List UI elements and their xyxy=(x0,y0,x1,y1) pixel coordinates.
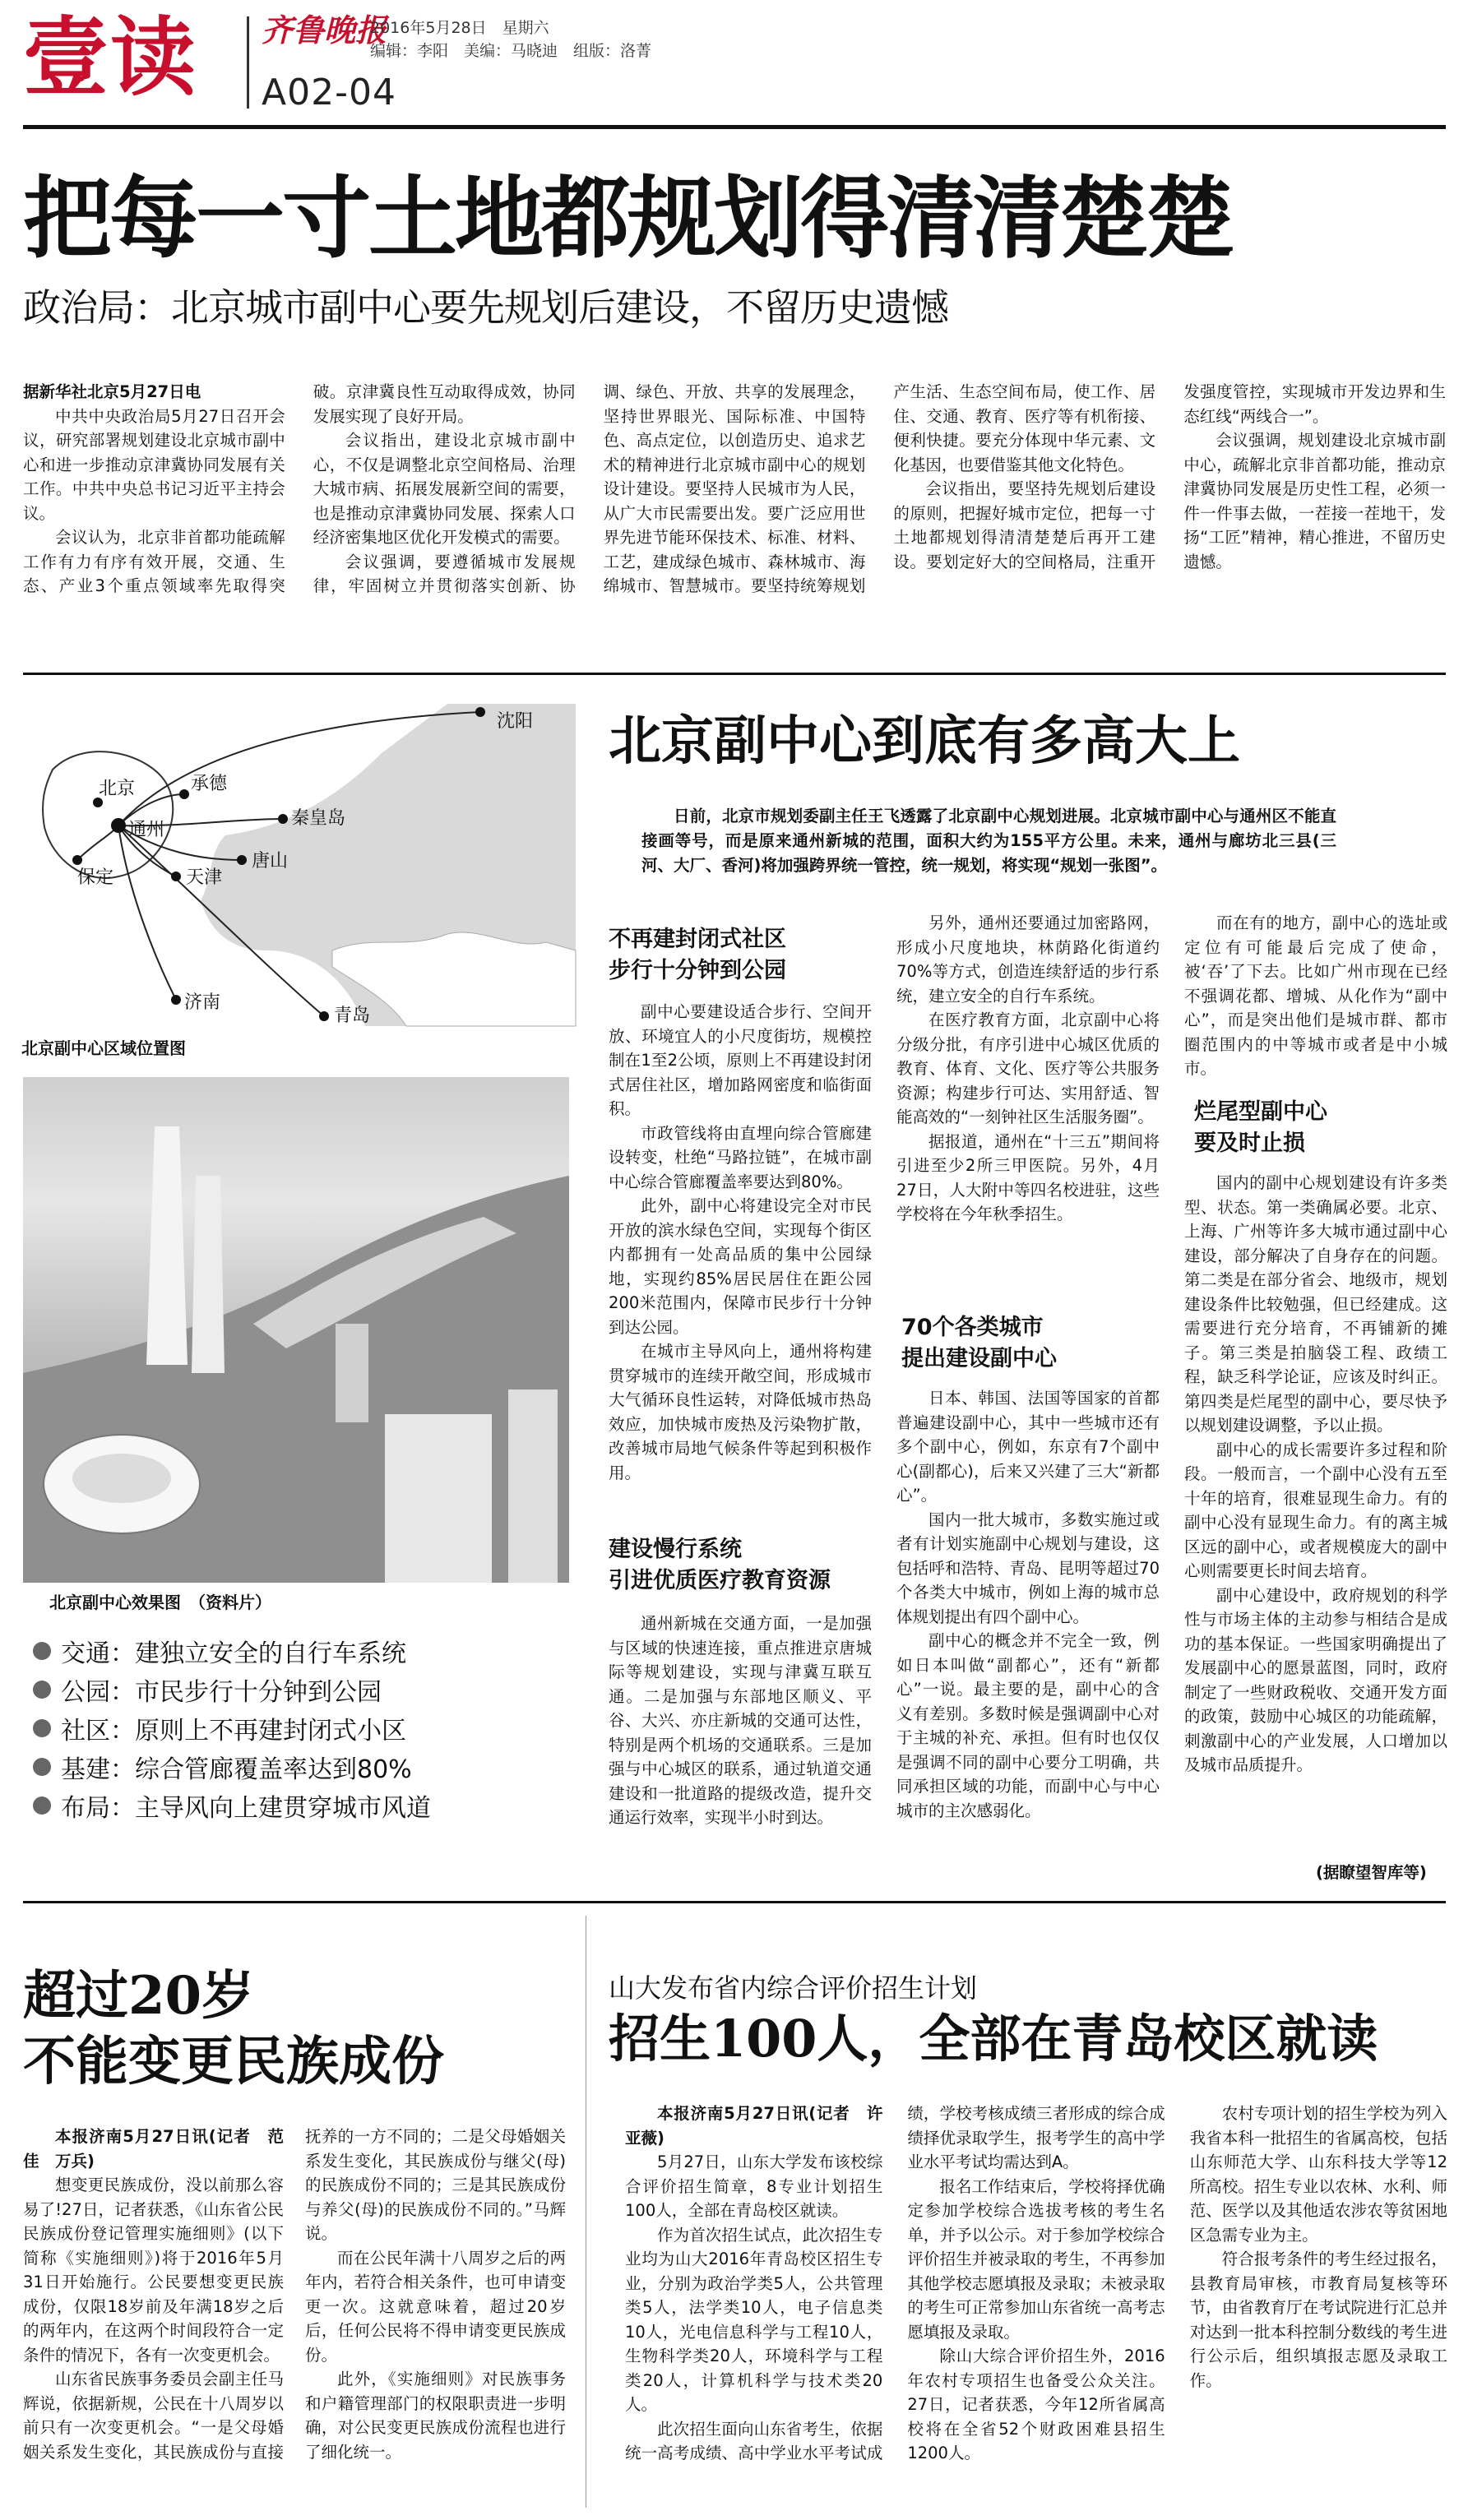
fact-text: 原则上不再建封闭式小区 xyxy=(135,1716,406,1746)
story2-paragraph: 而在有的地方，副中心的选址或定位有可能最后完成了使命，被‘吞’了下去。比如广州市现在已经不强调花都、增城、从化作为“副中心”，而是突出他们是城市群、都市圈范围内的中等城市或者是中小城市。 xyxy=(1184,913,1447,1078)
story4-paragraph: 报名工作结束后，学校将择优确定参加学校综合选拔考核的考生名单，并予以公示。对于参加学校综合评价招生并被录取的考生，不再参加其他学校志愿填报及录取；未被录取的考生可正常参加山东省统一高考志愿填报及录取。 xyxy=(907,2176,1165,2342)
editors-line: 编辑：李阳 美编：马晓迪 组版：洛菁 xyxy=(370,42,652,60)
fact-text: 综合管廊覆盖率达到80% xyxy=(135,1755,412,1784)
story2-paragraph: 副中心的成长需要许多过程和阶段。一般而言，一个副中心没有五至十年的培育，很难显现生命力。有的副中心没有显现生命力。有的离主城区远的副中心，或者规模庞大的副中心则需要更长时间去培育。 xyxy=(1184,1440,1447,1580)
story1-headline: 把每一寸土地都规划得清清楚楚 xyxy=(23,167,1233,270)
map-label-jinan: 济南 xyxy=(184,992,221,1013)
fact-item: 基建 ： 综合管廊覆盖率达到80% xyxy=(33,1747,559,1786)
story2-colB-body2 xyxy=(896,1386,1160,1880)
story2-intro: 日前，北京市规划委副主任王飞透露了北京副中心规划进展。北京城市副中心与通州区不能直接画等号，而是原来通州新城的范围，面积大约为155平方公里。未来，通州与廊坊北三县(三河、大厂、香河)将加强跨界统一管控，统一规划，将实现“规划一张图”。 xyxy=(641,807,1336,875)
map-label-chengde: 承德 xyxy=(191,774,228,794)
story4-paragraph: 除山大综合评价招生外，2016年农村专项招生也备受公众关注。27日，记者获悉，今年12所省属高校将在全省52个财政困难县招生1200人。 xyxy=(907,2347,1165,2462)
bullet-dot-icon xyxy=(33,1719,51,1737)
story2-paragraph: 通州新城在交通方面，一是加强与区域的快速连接，重点推进京唐城际等规划建设，实现与津冀互联互通。二是加强与东部地区顺义、平谷、大兴、亦庄新城的交通可达性，特别是两个机场的交通联系。三是加强与中心城区的联系，通过轨道交通建设和一批道路的提级改造，提升交通运行效率，实现半小时到达。 xyxy=(609,1614,872,1827)
story3-paragraph: 而在公民年满十八周岁之后的两年内，若符合相关条件，也可申请变更一次。这就意味着，超过20岁后，任何公民将不得申请变更民族成份。 xyxy=(305,2248,566,2365)
story2-subhead-1: 不再建封闭式社区 步行十分钟到公园 xyxy=(609,927,786,983)
fact-item: 交通 ： 建独立安全的自行车系统 xyxy=(33,1631,559,1670)
issue-date: 2016年5月28日 星期六 xyxy=(370,19,549,37)
fact-text: 主导风向上建贯穿城市风道 xyxy=(135,1793,431,1823)
fact-label: 基建 xyxy=(61,1755,110,1784)
story3-headline: 超过20岁 不能变更民族成份 xyxy=(23,1965,444,2092)
mid-rule xyxy=(23,1901,1446,1903)
story2-paragraph: 此外，副中心将建设完全对市民开放的滨水绿色空间，实现每个街区内都拥有一处高品质的集中公园绿地，实现约85%居民居住在距公园200米范围内，保障市民步行十分钟到达公园。 xyxy=(609,1196,872,1337)
story2-paragraph: 日本、韩国、法国等国家的首都普遍建设副中心，其中一些城市还有多个副中心，例如，东京有7个副中心(副都心)，后来又兴建了三大“新都心”。 xyxy=(896,1389,1160,1505)
story2-colA-body2 xyxy=(609,1611,872,1879)
bullet-dot-icon xyxy=(33,1681,51,1699)
bullet-dot-icon xyxy=(33,1758,51,1776)
map-label-qinhuangdao: 秦皇岛 xyxy=(291,808,346,829)
map-label-shenyang: 沈阳 xyxy=(497,711,534,732)
story1-dateline: 据新华社北京5月27日电 xyxy=(23,382,201,401)
story2-paragraph: 副中心的概念并不完全一致，例如日本叫做“副都心”，还有“新都心”一说。最主要的是，副中心的含义有差别。多数时候是强调副中心对于主城的补充、承担。但有时也仅仅是强调不同的副中心要分工明确，共同承担区域的功能，而副中心与中心城市的主次感弱化。 xyxy=(896,1631,1160,1820)
story4-kicker: 山大发布省内综合评价招生计划 xyxy=(609,1972,978,2004)
story1-subhead: 政治局：北京城市副中心要先规划后建设，不留历史遗憾 xyxy=(23,285,948,330)
story2-colC-body xyxy=(1184,911,1447,1092)
story2-paragraph: 副中心建设中，政府规划的科学性与市场主体的主动参与相结合是成功的基本保证。一些国家明确提出了发展副中心的愿景蓝图，同时，政府制定了一些财政税收、交通开发方面的政策，鼓励中心城区的功能疏解，刺激副中心的产业发展，人口增加以及城市品质提升。 xyxy=(1184,1585,1447,1774)
story3-body xyxy=(23,2125,566,2511)
story2-subhead-3: 70个各类城市 提出建设副中心 xyxy=(901,1315,1057,1371)
story4-paragraph: 此次招生面向山东省考生，依据统一高考成绩、高中学业水平考试成绩，学校考核成绩三者形成的综合成绩择优录取学生，报考学生的高中学业水平考试均需达到A。 xyxy=(625,2104,1165,2462)
story2-colB-body xyxy=(896,911,1160,1273)
section-logo: 壹读 xyxy=(23,7,198,108)
story2-paragraph: 在城市主导风向上，通州将构建贯穿城市的连续开敞空间，形成城市大气循环良性运转，对降低城市热岛效应，加快城市废热及污染物扩散，改善城市局地气候条件等起到积极作用。 xyxy=(609,1342,872,1482)
story1-paragraph: 会议指出，建设北京城市副中心，不仅是调整北京空间格局、治理大城市病、拓展发展新空间的需要，也是推动京津冀协同发展、探索人口经济密集地区优化开发模式的需要。 xyxy=(313,431,576,547)
story1-paragraph: 中共中央政治局5月27日召开会议，研究部署规划建设北京城市副中心和进一步推动京津冀协同发展有关工作。中共中央总书记习近平主持会议。 xyxy=(23,406,285,523)
map-label-tangshan: 唐山 xyxy=(252,851,289,872)
story2-paragraph: 副中心要建设适合步行、空间开放、环境宜人的小尺度街坊，规模控制在1至2公顷，原则上不再建设封闭式居住社区，增加路网密度和临街面积。 xyxy=(609,1002,872,1118)
story2-paragraph: 在医疗教育方面，北京副中心将分级分批，有序引进中心城区优质的教育、体育、文化、医疗等公共服务资源；构建步行可达、实用舒适、智能高效的“一刻钟社区生活服务圈”。 xyxy=(896,1010,1160,1126)
story4-paragraph: 农村专项计划的招生学校为列入我省本科一批招生的省属高校，包括山东师范大学、山东科技大学等12所高校。招生专业以农林、水利、师范、医学以及其他适农涉农等贫困地区急需专业为主。 xyxy=(1189,2104,1447,2245)
story4-headline: 招生100人，全部在青岛校区就读 xyxy=(609,2009,1378,2069)
story2-colA-body xyxy=(609,1000,872,1482)
story4-dateline: 本报济南5月27日讯(记者 许亚薇) xyxy=(625,2104,883,2148)
story1-paragraph: 会议认为，北京非首都功能疏解工作有力有序有效开展，交通、生态、产业3个重点领域率先取得突破。京津冀良性互动取得成效，协同发展实现了良好开局。 xyxy=(23,382,576,595)
story2-colC-body2 xyxy=(1184,1171,1447,1861)
map-label-baoding: 保定 xyxy=(77,867,114,888)
fact-item: 社区 ： 原则上不再建封闭式小区 xyxy=(33,1709,559,1747)
story4-body xyxy=(625,2102,1447,2513)
region-map xyxy=(20,704,576,1026)
facts-box xyxy=(33,1631,559,1824)
map-label-beijing: 北京 xyxy=(99,779,136,799)
rendering-photo-graphic xyxy=(23,1077,569,1583)
region-map-graphic xyxy=(20,704,576,1026)
story2-paragraph: 国内的副中心规划建设有许多类型、状态。第一类确属必要。北京、上海、广州等许多大城市通过副中心建设，部分解决了自身存在的问题。第二类是在部分省会、地级市，规划建设条件比较勉强，但已经建成。这需要进行充分培育，不再铺新的摊子。第三类是拍脑袋工程、政绩工程，缺乏科学论证，应该及时纠正。第四类是烂尾型的副中心，要尽快予以规划建设调整，予以止损。 xyxy=(1184,1173,1447,1435)
story2-paragraph: 据报道，通州在“十三五”期间将引进至少2所三甲医院。另外，4月27日，人大附中等四名校进驻，这些学校将在今年秋季招生。 xyxy=(896,1131,1160,1223)
fact-item: 布局 ： 主导风向上建贯穿城市风道 xyxy=(33,1786,559,1824)
fact-item: 公园 ： 市民步行十分钟到公园 xyxy=(33,1670,559,1709)
story2-headline: 北京副中心到底有多高大上 xyxy=(609,710,1240,772)
story2-source: (据瞭望智库等) xyxy=(1316,1863,1427,1882)
story4-paragraph: 符合报考条件的考生经过报名，县教育局审核，市教育局复核等环节，由省教育厅在考试院进行汇总并对达到一批本科控制分数线的考生进行公示后，组织填报志愿及录取工作。 xyxy=(1189,2250,1447,2390)
fact-label: 公园 xyxy=(61,1677,110,1707)
story1-paragraph: 会议强调，要遵循城市发展规律，牢固树立并贯彻落实创新、协调、绿色、开放、共享的发展理念，坚持世界眼光、国际标准、中国特色、高点定位，以创造历史、追求艺术的精神进行北京城市副中心的规划设计建设。要坚持人民城市为人民，从广大市民需要出发。要广泛应用世界先进节能环保技术、标准、材料、工艺，建成绿色城市、森林城市、海绵城市、智慧城市。要坚持统筹规划产生活、生态空间布局，使工作、居住、交通、教育、医疗等有机衔接、便利快捷。要充分体现中华元素、文化基因，也要借鉴其他文化特色。 xyxy=(313,382,1156,595)
story4-paragraph: 作为首次招生试点，此次招生专业均为山大2016年青岛校区招生专业，分别为政治学类5人，公共管理类5人，法学类10人，电子信息类10人，光电信息科学与工程10人，生物科学类20人，环境科学与工程类20人，计算机科学与技术类20人。 xyxy=(625,2225,883,2414)
map-label-tianjin: 天津 xyxy=(186,867,223,888)
bullet-dot-icon xyxy=(33,1796,51,1815)
story3-paragraph: 山东省民族事务委员会副主任马辉说，依据新规，公民在十八周岁以前只有一次变更机会。“一是父母婚姻关系发生变化，其民族成份与直接抚养的一方不同的；二是父母婚姻关系发生变化，其民族成份与继父(母)的民族成份不同的；三是其民族成份与养父(母)的民族成份不同的。”马辉说。 xyxy=(23,2127,566,2462)
story2-paragraph: 另外，通州还要通过加密路网，形成小尺度地块，林荫路化街道约70%等方式，创造连续舒适的步行系统，建立安全的自行车系统。 xyxy=(896,913,1160,1006)
story2-subhead-2: 建设慢行系统 引进优质医疗教育资源 xyxy=(609,1537,831,1593)
story3-paragraph: 此外，《实施细则》对民族事务和户籍管理部门的权限职责进一步明确，对公民变更民族成份流程也进行了细化统一。 xyxy=(305,2370,566,2462)
photo-caption: 北京副中心效果图 （资料片） xyxy=(49,1593,271,1612)
story1-paragraph: 会议指出，要坚持先规划后建设的原则，把握好城市定位，把每一寸土地都规划得清清楚楚后再开工建设。要划定好大的空间格局，注重开发强度管控，实现城市开发边界和生态红线“两线合一”。 xyxy=(893,382,1446,571)
fact-text: 建独立安全的自行车系统 xyxy=(135,1639,406,1668)
fact-text: 市民步行十分钟到公园 xyxy=(135,1677,382,1707)
paper-name: 齐鲁晚报 xyxy=(262,12,387,49)
story2-subhead-4: 烂尾型副中心 要及时止损 xyxy=(1194,1099,1327,1156)
masthead-divider xyxy=(247,16,249,109)
story4-paragraph: 5月27日，山东大学发布该校综合评价招生简章，8专业计划招生100人，全部在青岛校区就读。 xyxy=(625,2152,883,2220)
map-caption: 北京副中心区域位置图 xyxy=(21,1038,186,1058)
story3-dateline: 本报济南5月27日讯(记者 范佳 万兵) xyxy=(23,2127,284,2171)
story1-body xyxy=(23,380,1446,664)
masthead-bottom-rule xyxy=(23,125,1446,129)
fact-label: 交通 xyxy=(61,1639,110,1668)
story2-paragraph: 国内一批大城市，多数实施过或者有计划实施副中心规划与建设，这包括呼和浩特、青岛、昆明等超过70个各类大中城市，例如上海的城市总体规划提出有四个副中心。 xyxy=(896,1510,1160,1626)
rendering-photo xyxy=(23,1077,569,1583)
fact-label: 布局 xyxy=(61,1793,110,1823)
map-label-tongzhou: 通州 xyxy=(128,820,165,840)
bullet-dot-icon xyxy=(33,1642,51,1660)
story1-bottom-rule xyxy=(23,673,1446,675)
story3-paragraph: 想变更民族成份，没以前那么容易了!27日，记者获悉，《山东省公民民族成份登记管理实施细则》(以下简称《实施细则》)将于2016年5月31日开始施行。公民要想变更民族成份，仅限18岁前及年满18岁之后的两年内，在这两个时间段符合一定条件的情况下，各有一次变更机会。 xyxy=(23,2176,284,2365)
map-label-qingdao: 青岛 xyxy=(334,1006,371,1026)
story2-paragraph: 市政管线将由直埋向综合管廊建设转变，杜绝“马路拉链”，在城市副中心综合管廊覆盖率要达到80%。 xyxy=(609,1123,872,1191)
page-number: A02-04 xyxy=(262,72,396,113)
fact-label: 社区 xyxy=(61,1716,110,1746)
story1-paragraph: 会议强调，规划建设北京城市副中心，疏解北京非首都功能，推动京津冀协同发展是历史性工程，必须一件一件事去做，一茬接一茬地干，发扬“工匠”精神，精心推进，不留历史遗憾。 xyxy=(1183,431,1446,571)
